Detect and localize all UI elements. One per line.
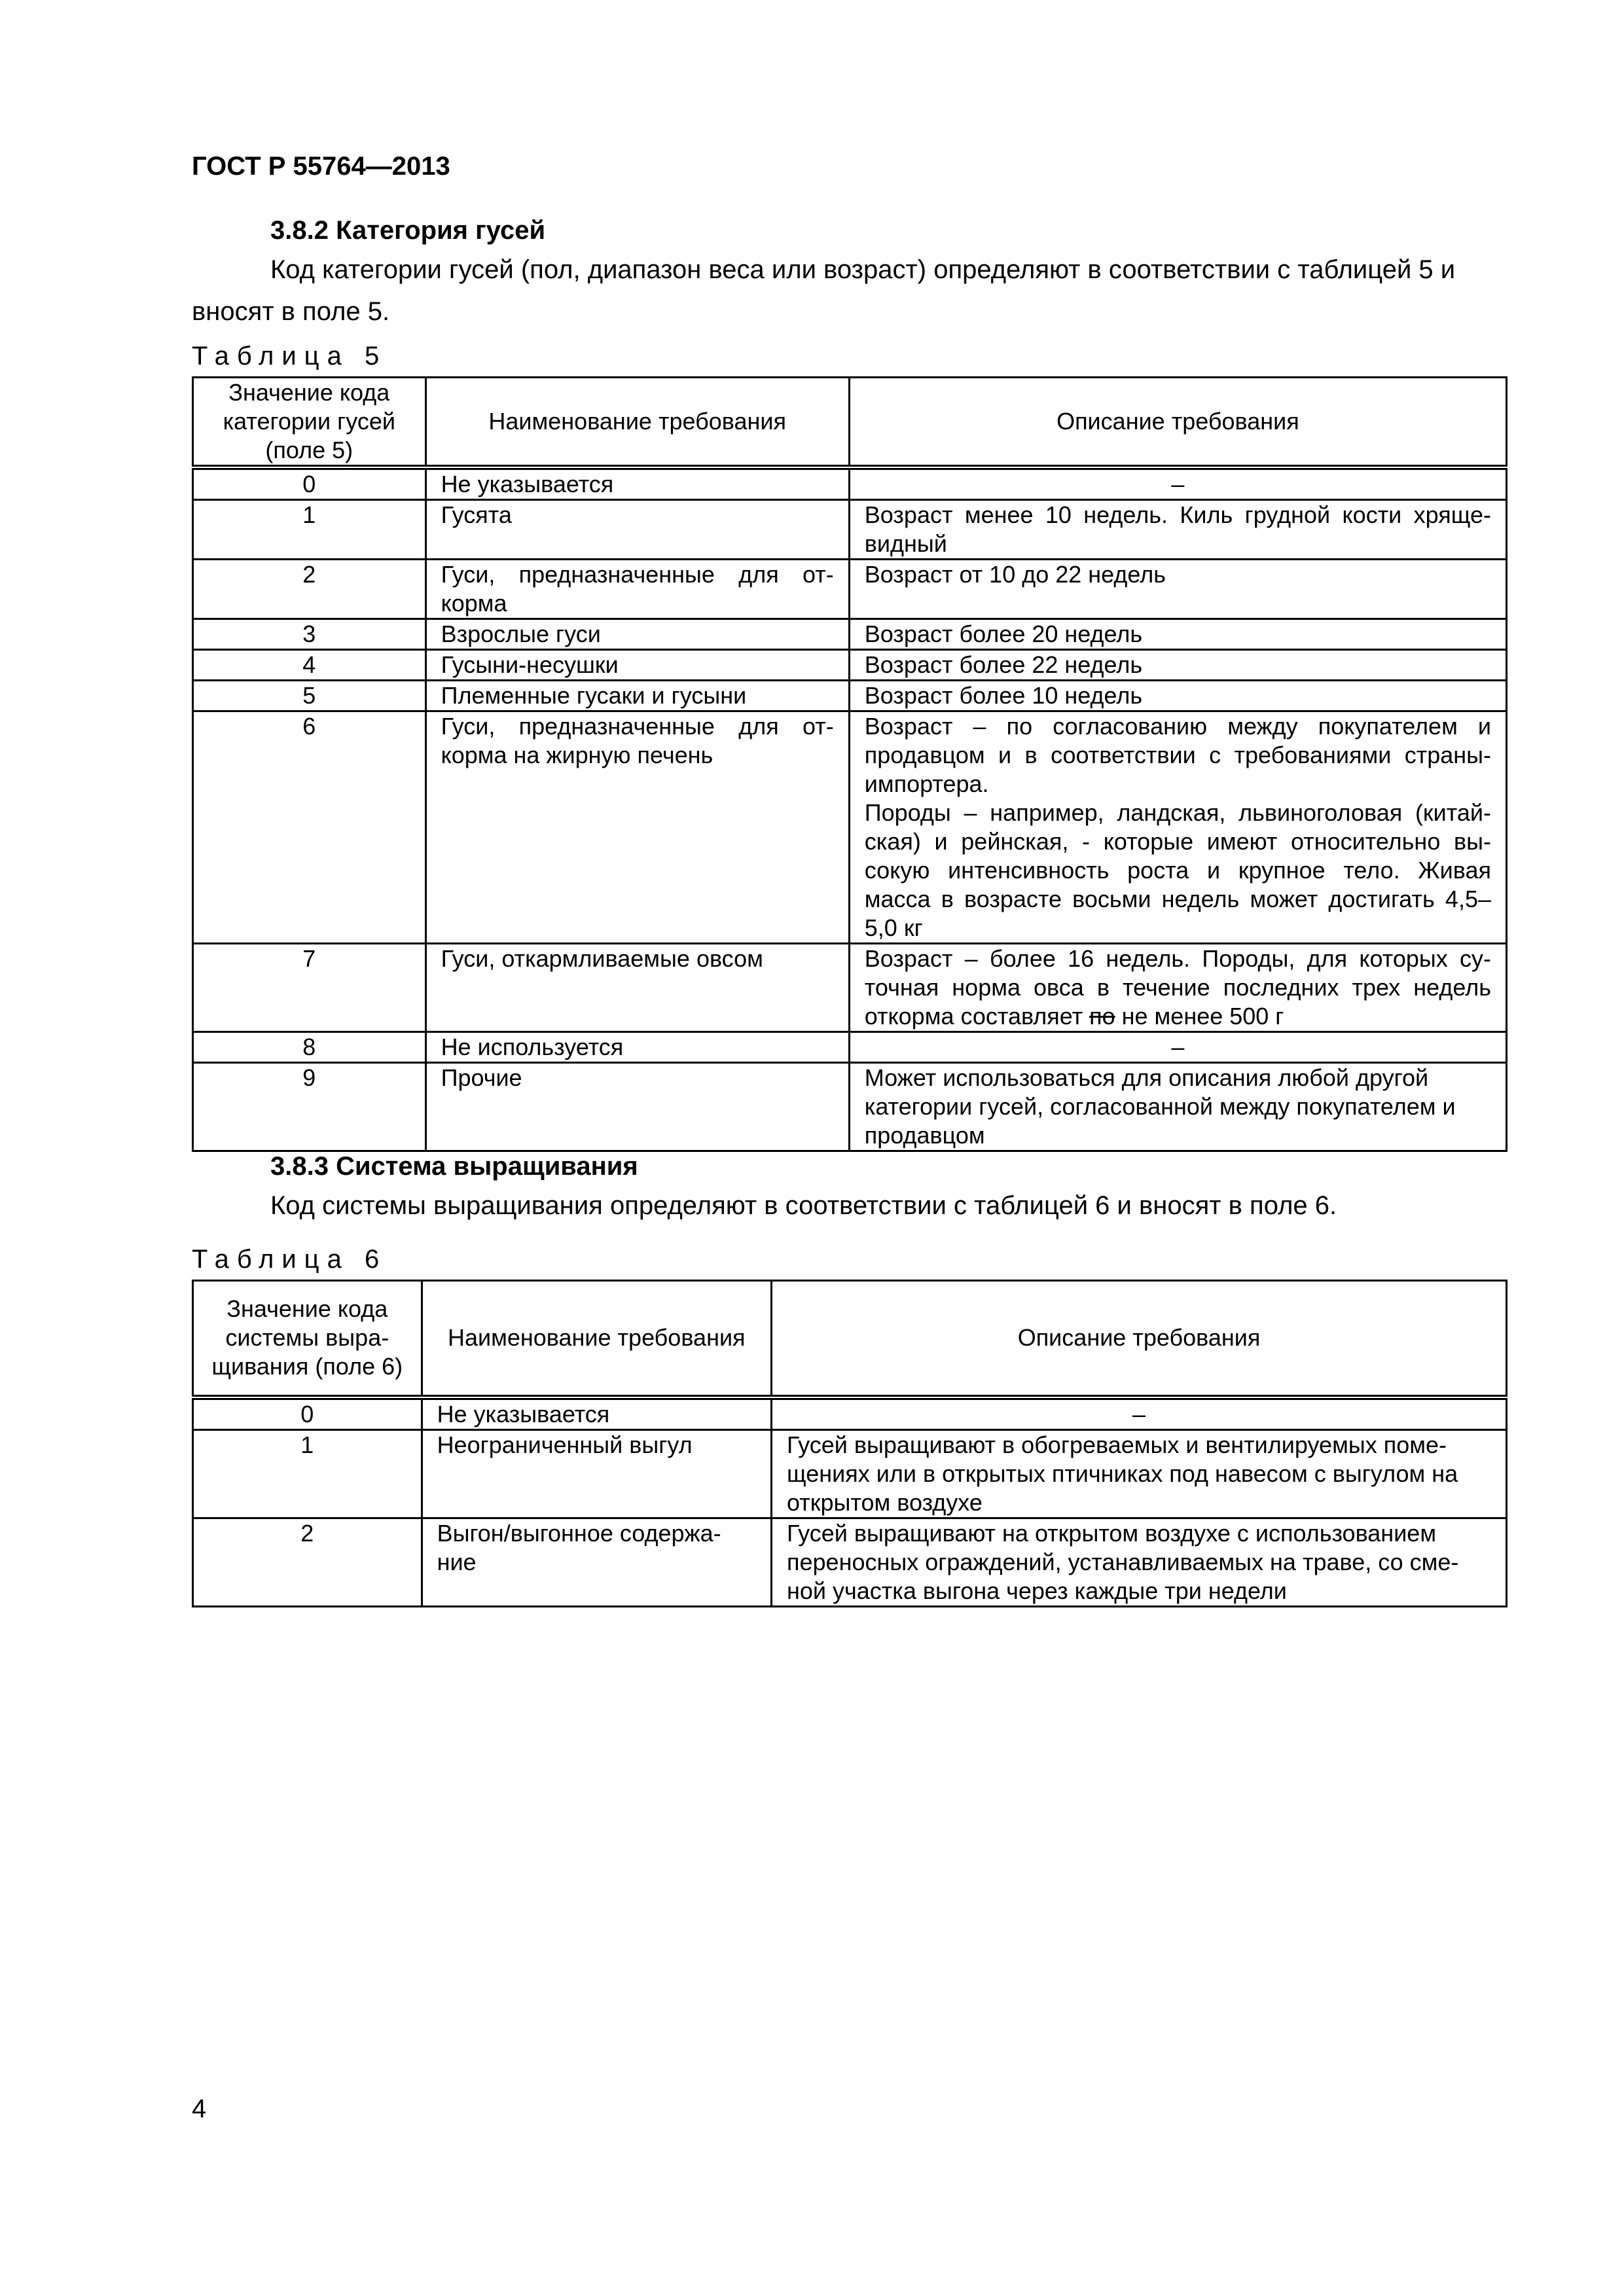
cell-code: 7 <box>193 944 426 1032</box>
document-header: ГОСТ Р 55764—2013 <box>192 152 450 181</box>
cell-name: Племенные гусаки и гусыни <box>425 681 849 711</box>
cell-desc-part-b: не менее 500 г <box>1115 1003 1284 1030</box>
cell-name: Гусята <box>425 500 849 560</box>
cell-name: Не указывается <box>425 467 849 500</box>
cell-code: 2 <box>193 560 426 619</box>
cell-name: Неограниченный выгул <box>422 1429 771 1518</box>
cell-desc: Гусей выращивают на открытом воздухе с использованием переносных ограждений, устанавливаемых на траве, со сме-ной участка выгона через каждые три недели <box>772 1518 1507 1606</box>
cell-code: 4 <box>193 650 426 681</box>
cell-name: Гуси, предназначенные для от-корма на жирную печень <box>425 711 849 944</box>
table-5-caption: Таблица 5 <box>192 342 388 370</box>
table-row <box>193 619 1507 650</box>
cell-code: 8 <box>193 1032 426 1063</box>
cell-name: Выгон/выгонное содержа-ние <box>422 1518 771 1606</box>
table-6-header-code: Значение кода системы выра-щивания (поле 6) <box>193 1281 422 1397</box>
table-6-caption: Таблица 6 <box>192 1245 388 1274</box>
cell-desc: Возраст более 22 недель <box>849 650 1506 681</box>
struck-word: по <box>1089 1003 1115 1030</box>
cell-desc <box>849 944 1506 1032</box>
table-row <box>193 1429 1507 1518</box>
cell-code: 2 <box>193 1518 422 1606</box>
table-6 <box>192 1280 1507 1607</box>
cell-desc: Возраст от 10 до 22 недель <box>849 560 1506 619</box>
cell-code: 9 <box>193 1063 426 1151</box>
table-row <box>193 650 1507 681</box>
table-5 <box>192 376 1507 1152</box>
cell-name: Гуси, откармливаемые овсом <box>425 944 849 1032</box>
cell-desc: Возраст более 20 недель <box>849 619 1506 650</box>
cell-code: 6 <box>193 711 426 944</box>
table-row <box>193 500 1507 560</box>
cell-name: Не указывается <box>422 1397 771 1430</box>
table-6-header-desc: Описание требования <box>772 1281 1507 1397</box>
cell-desc-part-a: Возраст – более 16 недель. Породы, для которых су-точная норма овса в течение последних трех недель откорма составляет <box>864 945 1491 1030</box>
table-5-header-desc: Описание требования <box>849 378 1506 468</box>
cell-desc-paragraph-1: Возраст – по согласованию между покупателем и продавцом и в соответствии с требованиями страны-импортера. <box>864 713 1491 797</box>
cell-desc: Может использоваться для описания любой другой категории гусей, согласованной между покупателем и продавцом <box>849 1063 1506 1151</box>
page-number: 4 <box>192 2094 207 2123</box>
table-row <box>193 944 1507 1032</box>
cell-name: Прочие <box>425 1063 849 1151</box>
cell-code: 1 <box>193 500 426 560</box>
table-row <box>193 711 1507 944</box>
table-row <box>193 1397 1507 1430</box>
cell-name: Не используется <box>425 1032 849 1063</box>
cell-code: 5 <box>193 681 426 711</box>
cell-desc: – <box>772 1397 1507 1430</box>
section-title-3-8-3: 3.8.3 Система выращивания <box>270 1152 638 1181</box>
cell-desc: Возраст более 10 недель <box>849 681 1506 711</box>
section-title-3-8-2: 3.8.2 Категория гусей <box>270 216 546 245</box>
cell-desc <box>849 711 1506 944</box>
cell-code: 0 <box>193 1397 422 1430</box>
table-row <box>193 681 1507 711</box>
cell-name: Взрослые гуси <box>425 619 849 650</box>
cell-code: 0 <box>193 467 426 500</box>
table-row <box>193 1032 1507 1063</box>
table-5-header-name: Наименование требования <box>425 378 849 468</box>
cell-desc: Возраст менее 10 недель. Киль грудной кости хряще-видный <box>849 500 1506 560</box>
table-5-header-code: Значение кода категории гусей (поле 5) <box>193 378 426 468</box>
cell-name: Гуси, предназначенные для от-корма <box>425 560 849 619</box>
cell-desc: – <box>849 467 1506 500</box>
cell-code: 3 <box>193 619 426 650</box>
cell-name: Гусыни-несушки <box>425 650 849 681</box>
table-row <box>193 1063 1507 1151</box>
cell-desc: Гусей выращивают в обогреваемых и вентилируемых поме-щениях или в открытых птичниках под навесом с выгулом на открытом воздухе <box>772 1429 1507 1518</box>
section-text-3-8-2: Код категории гусей (пол, диапазон веса или возраст) определяют в соответствии с таблицей 5 и вносят в поле 5. <box>192 255 1456 326</box>
cell-desc-paragraph-2: Породы – например, ландская, львиноголовая (китай-ская) и рейнская, - которые имеют относительно вы-сокую интенсивность роста и крупное тело. Живая масса в возрасте восьми недель может достигать 4,5–5,0 кг <box>864 799 1491 941</box>
table-6-header-name: Наименование требования <box>422 1281 771 1397</box>
cell-code: 1 <box>193 1429 422 1518</box>
cell-desc: – <box>849 1032 1506 1063</box>
section-text-3-8-3: Код системы выращивания определяют в соответствии с таблицей 6 и вносят в поле 6. <box>270 1191 1337 1220</box>
table-row <box>193 467 1507 500</box>
table-row <box>193 1518 1507 1606</box>
table-row <box>193 560 1507 619</box>
